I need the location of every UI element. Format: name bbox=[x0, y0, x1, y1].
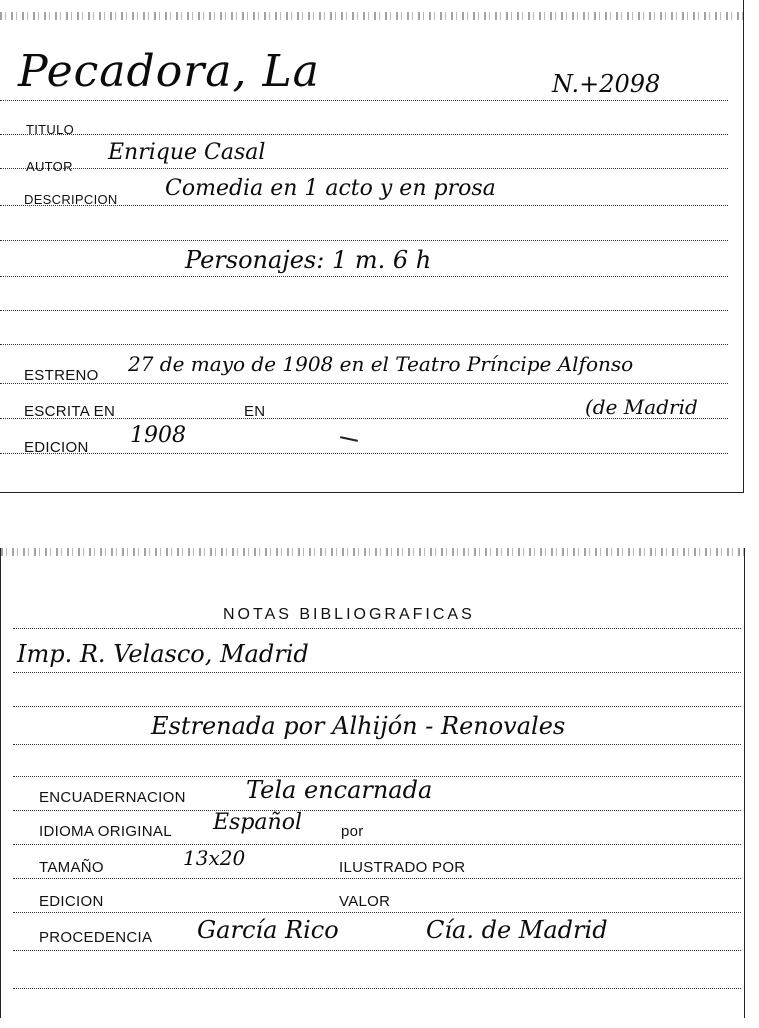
rule bbox=[13, 844, 741, 845]
label-procedencia: PROCEDENCIA bbox=[39, 929, 153, 946]
label-descripcion: DESCRIPCION bbox=[24, 192, 118, 207]
rule bbox=[0, 344, 728, 345]
rule bbox=[0, 453, 728, 454]
value-idioma-original: Español bbox=[213, 810, 302, 835]
rule bbox=[0, 134, 728, 135]
note-imprenta: Imp. R. Velasco, Madrid bbox=[17, 640, 309, 668]
value-encuadernacion: Tela encarnada bbox=[246, 776, 433, 804]
label-valor: VALOR bbox=[339, 893, 391, 910]
scan-noise-top bbox=[0, 12, 743, 20]
value-edicion: 1908 bbox=[130, 423, 186, 448]
rule bbox=[13, 706, 741, 707]
rule bbox=[13, 672, 741, 673]
rule bbox=[0, 168, 728, 169]
rule bbox=[13, 878, 741, 879]
rule bbox=[0, 100, 728, 101]
label-encuadernacion: ENCUADERNACION bbox=[39, 789, 186, 806]
value-autor: Enrique Casal bbox=[108, 140, 266, 165]
rule bbox=[13, 988, 741, 989]
catalog-card-bottom bbox=[0, 548, 745, 1018]
notas-heading: NOTAS BIBLIOGRAFICAS bbox=[223, 606, 475, 623]
label-titulo: TITULO bbox=[26, 122, 75, 137]
value-descripcion: Comedia en 1 acto y en prosa bbox=[165, 176, 496, 201]
catalog-number: N.+2098 bbox=[552, 70, 661, 98]
note-estrenada: Estrenada por Alhijón - Renovales bbox=[151, 712, 566, 740]
label-edicion-bottom: EDICION bbox=[39, 893, 104, 910]
rule bbox=[0, 276, 728, 277]
rule bbox=[13, 810, 741, 811]
value-estreno: 27 de mayo de 1908 en el Teatro Príncipe Alfonso bbox=[128, 352, 634, 376]
rule bbox=[13, 912, 741, 913]
value-tamano: 13x20 bbox=[183, 846, 246, 870]
value-personajes: Personajes: 1 m. 6 h bbox=[185, 246, 432, 274]
scan-noise-bottom bbox=[1, 548, 744, 556]
label-ilustrado-por: ILUSTRADO POR bbox=[339, 859, 466, 876]
catalog-card-top bbox=[0, 0, 744, 493]
label-escrita-en: ESCRITA EN bbox=[24, 403, 116, 420]
value-estreno-cont: (de Madrid bbox=[585, 395, 698, 419]
rule bbox=[13, 628, 741, 629]
rule bbox=[0, 240, 728, 241]
label-autor: AUTOR bbox=[26, 159, 73, 174]
rule bbox=[0, 383, 728, 384]
rule bbox=[0, 310, 728, 311]
label-tamano: TAMAÑO bbox=[39, 859, 104, 876]
pen-mark bbox=[340, 436, 358, 442]
rule bbox=[13, 744, 741, 745]
title-handwritten: Pecadora, La bbox=[18, 46, 320, 97]
label-por: por bbox=[341, 823, 364, 840]
label-edicion: EDICION bbox=[24, 439, 89, 456]
value-procedencia: García Rico bbox=[197, 916, 339, 944]
label-estreno: ESTRENO bbox=[24, 367, 99, 384]
rule bbox=[13, 950, 741, 951]
label-en: EN bbox=[244, 403, 266, 420]
label-idioma-original: IDIOMA ORIGINAL bbox=[39, 823, 172, 840]
value-procedencia-2: Cía. de Madrid bbox=[426, 916, 608, 944]
